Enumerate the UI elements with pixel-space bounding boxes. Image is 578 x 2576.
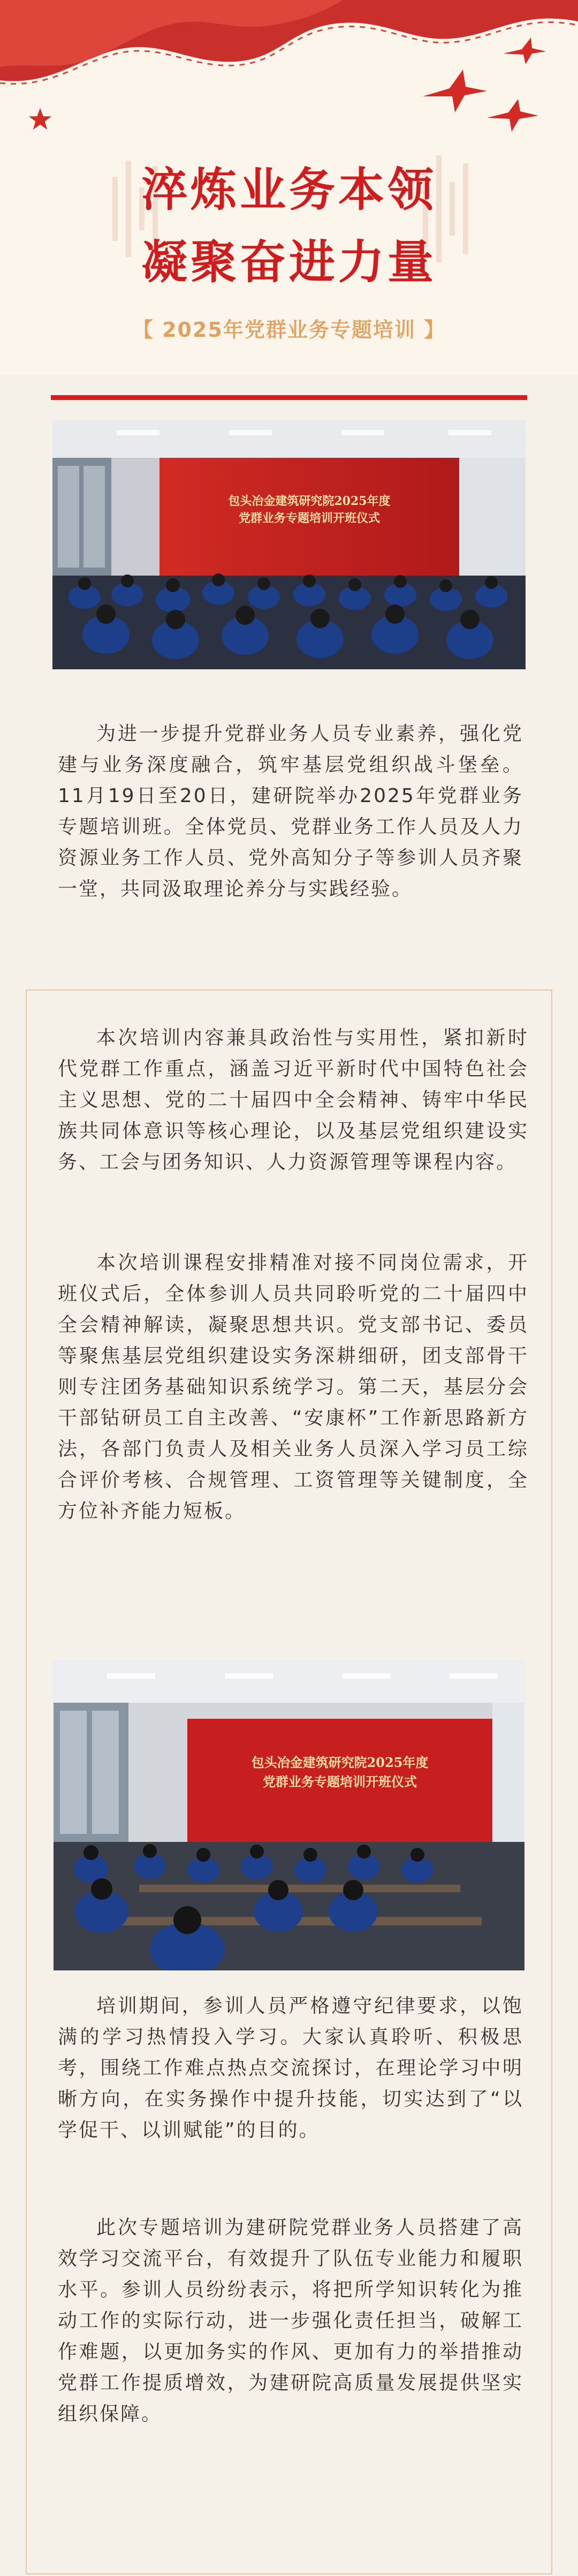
paragraph-course-arrangement: 本次培训课程安排精准对接不同岗位需求，开班仪式后，全体参训人员共同聆听党的二十届四中全会精神解读，凝聚思想共识。党支部书记、委员等聚焦基层党组织建设实务深耕细研，团支部骨干则专注团务基础知识系统学习。第二天，基层分会干部钻研员工自主改善、“安康杯”工作新思路新方法，各部门负责人及相关业务人员深入学习员工综合评价考核、合规管理、工资管理等关键制度，全方位补齐能力短板。 — [58, 1252, 529, 1522]
photo-1-banner-line2: 党群业务专题培训开班仪式 — [238, 511, 381, 525]
header-banner — [0, 0, 578, 375]
training-photo-2 — [54, 1660, 524, 1970]
intro-paragraph: 为进一步提升党群业务人员专业素养，强化党建与业务深度融合，筑牢基层党组织战斗堡垒。11月19日至20日，建研院举办2025年党群业务专题培训班。全体党员、党群业务工作人员及人力资源业务工作人员、党外高知分子等参训人员齐聚一堂，共同汲取理论养分与实践经验。 — [58, 723, 523, 900]
title-line-2: 凝聚奋进力量 — [141, 236, 437, 289]
star-icon — [28, 107, 52, 132]
red-divider — [51, 395, 527, 400]
flying-birds-icon — [412, 37, 551, 134]
subtitle: 【 2025年党群业务专题培训 】 — [132, 318, 446, 342]
paragraph-training-period: 培训期间，参训人员严格遵守纪律要求，以饱满的学习热情投入学习。大家认真聆听、积极思考，围绕工作难点热点交流探讨，在理论学习中明晰方向，在实务操作中提升技能，切实达到了“以学促干、以训赋能”的目的。 — [58, 1995, 523, 2141]
paragraph-conclusion: 此次专题培训为建研院党群业务人员搭建了高效学习交流平台，有效提升了队伍专业能力和履职水平。参训人员纷纷表示，将把所学知识转化为推动工作的实际行动，进一步强化责任担当，破解工作难题，以更加务实的作风、更加有力的举措推动党群工作提质增效，为建研院高质量发展提供坚实组织保障。 — [58, 2217, 523, 2425]
photo-1-banner-line1: 包头冶金建筑研究院2025年度 — [228, 494, 391, 508]
training-photo-1 — [52, 420, 526, 669]
title-line-1: 淬炼业务本领 — [141, 163, 437, 217]
photo-2-banner-line2: 党群业务专题培训开班仪式 — [263, 1774, 417, 1789]
photo-2-banner-line1: 包头冶金建筑研究院2025年度 — [251, 1755, 429, 1770]
paragraph-training-content: 本次培训内容兼具政治性与实用性，紧扣新时代党群工作重点，涵盖习近平新时代中国特色社会主义思想、党的二十届四中全会精神、铸牢中华民族共同体意识等核心理论，以及基层党组织建设实务、工会与团务知识、人力资源管理等课程内容。 — [58, 1027, 529, 1173]
